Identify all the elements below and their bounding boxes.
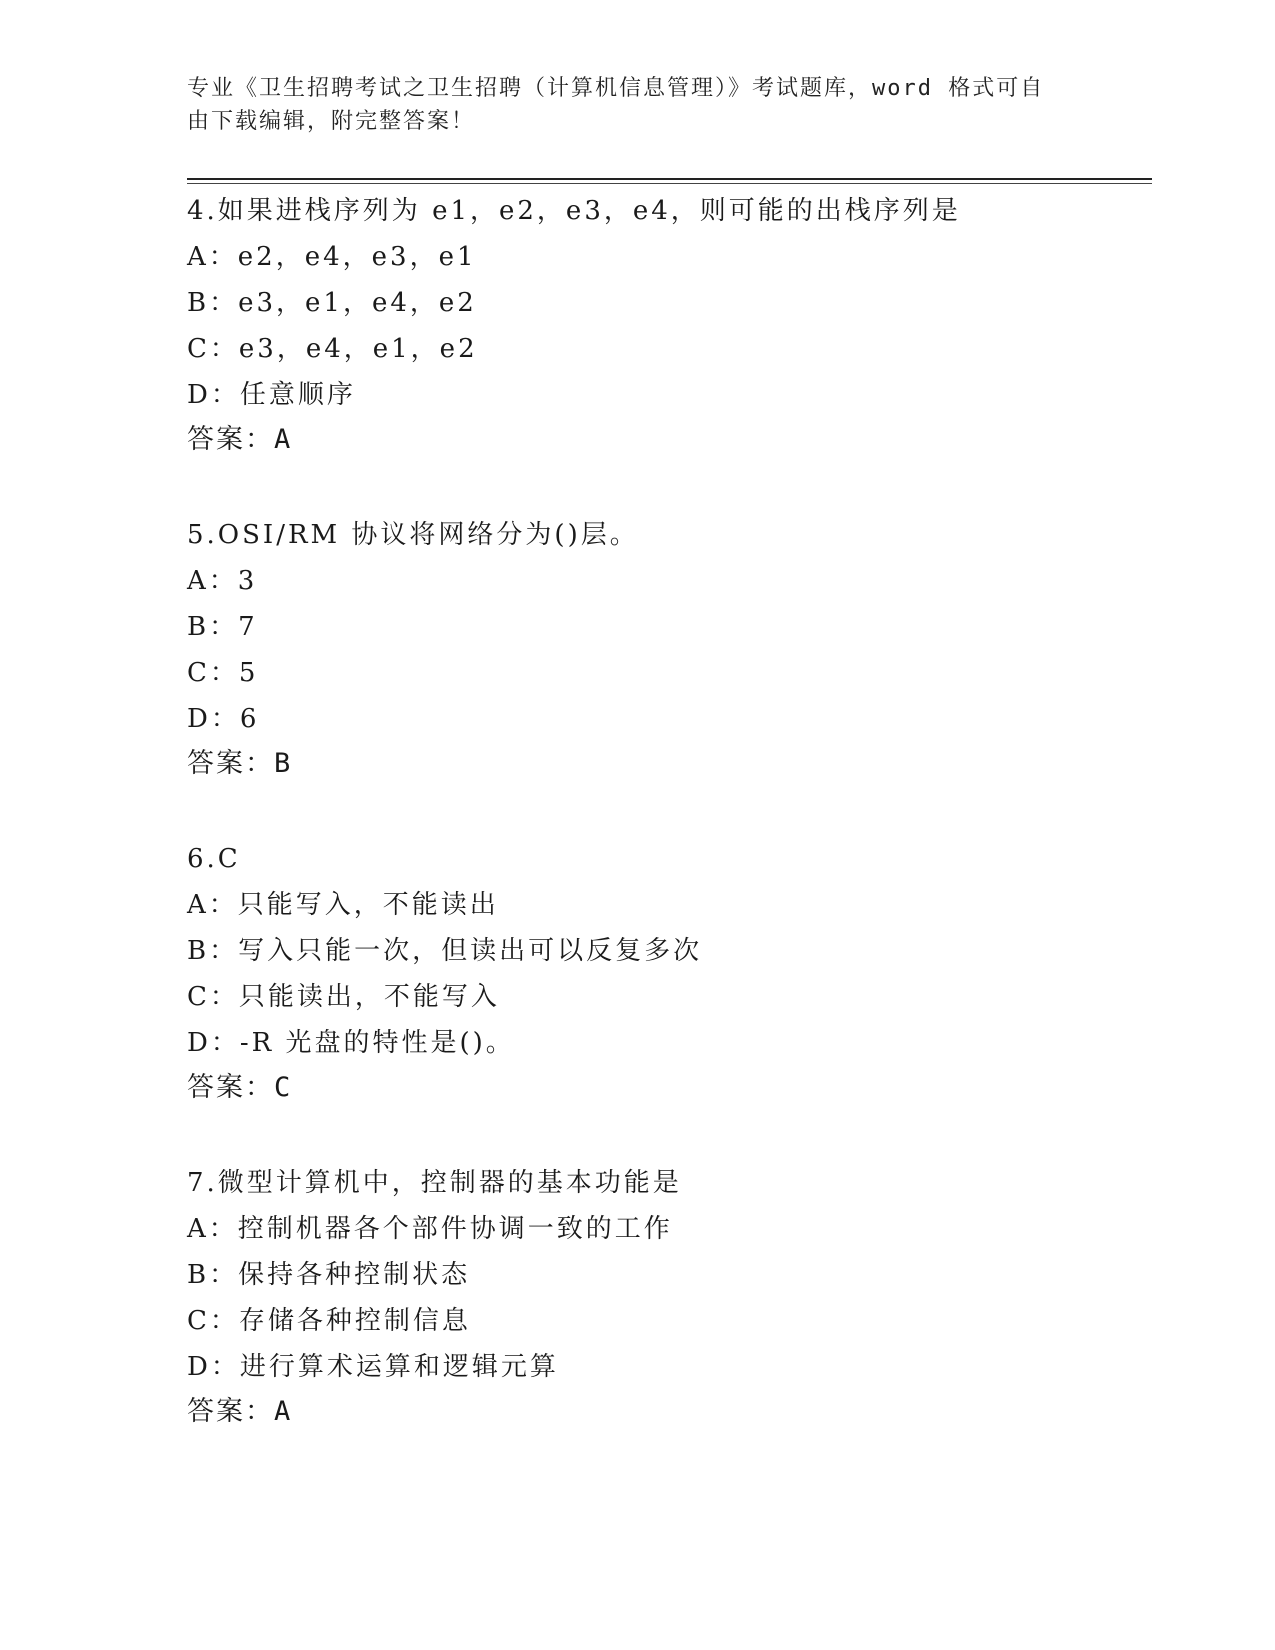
option-b: B：写入只能一次，但读出可以反复多次 <box>187 936 703 966</box>
document-header <box>187 72 1067 138</box>
question-stem: 5.OSI/RM 协议将网络分为()层。 <box>187 520 639 550</box>
question-spacer <box>187 786 1147 836</box>
answer-line <box>187 1390 1147 1434</box>
answer-value: A <box>274 424 293 455</box>
answer-label: 答案： <box>187 1396 274 1427</box>
option-d: D：进行算术运算和逻辑元算 <box>187 1352 559 1382</box>
answer-label: 答案： <box>187 424 274 455</box>
option-c: C：e3，e4，e1，e2 <box>187 334 478 364</box>
option-c: C：存储各种控制信息 <box>187 1306 471 1336</box>
option-a: A：3 <box>187 566 258 596</box>
option-d: D：任意顺序 <box>187 380 356 410</box>
question-7 <box>187 1160 1147 1434</box>
answer-line <box>187 418 1147 462</box>
option-a: A：只能写入，不能读出 <box>187 890 499 920</box>
answer-line <box>187 1066 1147 1110</box>
header-line-2: 由下载编辑，附完整答案！ <box>187 109 476 134</box>
option-d: D：-R 光盘的特性是()。 <box>187 1028 515 1058</box>
option-b: B：e3，e1，e4，e2 <box>187 288 477 318</box>
answer-label: 答案： <box>187 748 274 779</box>
option-a: A：控制机器各个部件协调一致的工作 <box>187 1214 673 1244</box>
option-c: C：只能读出，不能写入 <box>187 982 500 1012</box>
question-4 <box>187 188 1147 462</box>
answer-value: C <box>274 1072 293 1103</box>
option-d: D：6 <box>187 704 260 734</box>
option-a: A：e2，e4，e3，e1 <box>187 242 477 272</box>
header-line-1: 专业《卫生招聘考试之卫生招聘（计算机信息管理）》考试题库，word 格式可自 <box>187 76 1045 101</box>
option-b: B：7 <box>187 612 258 642</box>
question-spacer <box>187 1110 1147 1160</box>
answer-label: 答案： <box>187 1072 274 1103</box>
option-c: C：5 <box>187 658 259 688</box>
question-list <box>187 188 1147 1434</box>
answer-value: A <box>274 1396 293 1427</box>
question-stem: 6.C <box>187 844 241 874</box>
question-stem: 4.如果进栈序列为 e1，e2，e3，e4，则可能的出栈序列是 <box>187 196 961 226</box>
question-spacer <box>187 462 1147 512</box>
question-5 <box>187 512 1147 786</box>
question-6 <box>187 836 1147 1110</box>
answer-value: B <box>274 748 293 779</box>
option-b: B：保持各种控制状态 <box>187 1260 471 1290</box>
question-stem: 7.微型计算机中，控制器的基本功能是 <box>187 1168 682 1198</box>
header-divider-thin <box>187 183 1152 184</box>
header-divider-thick <box>187 178 1152 180</box>
answer-line <box>187 742 1147 786</box>
